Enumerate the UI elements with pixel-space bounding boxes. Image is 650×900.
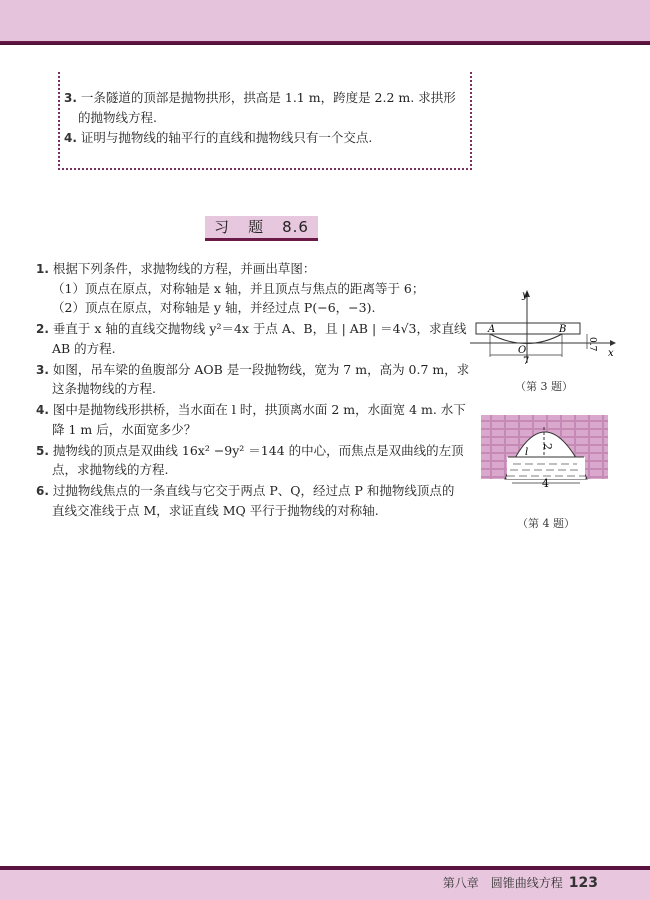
exercise-1-line: （2）顶点在原点，对称轴是 y 轴，并经过点 P(−6，−3). [52, 300, 376, 315]
top-band [0, 0, 650, 41]
section-title: 习 题 8.6 [205, 216, 318, 241]
exercise-3: 3. 如图，吊车梁的鱼腹部分 AOB 是一段抛物线，宽为 7 m，高为 0.7 m，求 [36, 361, 470, 377]
exercise-4: 4. 图中是抛物线形拱桥，当水面在 l 时，拱顶离水面 2 m，水面宽 4 m. 水下 [36, 402, 466, 417]
svg-text:2: 2 [541, 443, 554, 450]
svg-text:y: y [522, 290, 528, 301]
figure-4-caption: （第 4 题） [517, 517, 575, 530]
exercise-4-line: 降 1 m 后，水面宽多少？ [52, 421, 197, 437]
exercise-1: 1. 根据下列条件，求抛物线的方程，并画出草图： [36, 261, 316, 276]
svg-text:4: 4 [542, 477, 549, 490]
svg-text:l: l [525, 447, 529, 458]
exercise-6: 6. 过抛物线焦点的一条直线与它交于两点 P、Q，经过点 P 和抛物线顶点的 [36, 483, 455, 498]
exercise-5-line: 点，求抛物线的方程. [52, 462, 169, 477]
exercise-3-line: 这条抛物线的方程. [52, 381, 156, 396]
page-number: 123 [568, 875, 598, 891]
exercise-2: 2. 垂直于 x 轴的直线交抛物线 y²＝4x 于点 A、B，且 | AB | ＝4√3，求直线 [36, 321, 467, 336]
exercise-5: 5. 抛物线的顶点是双曲线 16x² −9y² ＝144 的中心，而焦点是双曲线的左顶 [36, 442, 464, 458]
svg-text:A: A [488, 324, 496, 335]
figure-4 [477, 413, 612, 503]
svg-text:B: B [559, 324, 567, 335]
figure-3-caption: （第 3 题） [515, 380, 573, 393]
top-rule [0, 41, 650, 45]
page-footer [443, 874, 598, 891]
svg-text:7: 7 [523, 356, 530, 365]
box-item-3-cont: 的抛物线方程. [78, 110, 157, 125]
box-item-4: 4. 证明与抛物线的轴平行的直线和抛物线只有一个交点. [64, 130, 373, 145]
exercise-2-line: AB 的方程. [52, 340, 116, 356]
svg-text:0.7: 0.7 [587, 337, 597, 352]
chapter-title: 第八章 圆锥曲线方程 [442, 876, 563, 890]
exercise-6-line: 直线交准线于点 M，求证直线 MQ 平行于抛物线的对称轴. [52, 502, 379, 518]
svg-text:x: x [608, 348, 614, 359]
svg-text:O: O [518, 345, 527, 356]
box-item-3: 3. 一条隧道的顶部是抛物拱形，拱高是 1.1 m，跨度是 2.2 m. 求拱形 [64, 90, 456, 105]
exercise-1-line: （1）顶点在原点，对称轴是 x 轴，并且顶点与焦点的距离等于 6； [52, 280, 425, 296]
figure-3 [470, 285, 620, 365]
